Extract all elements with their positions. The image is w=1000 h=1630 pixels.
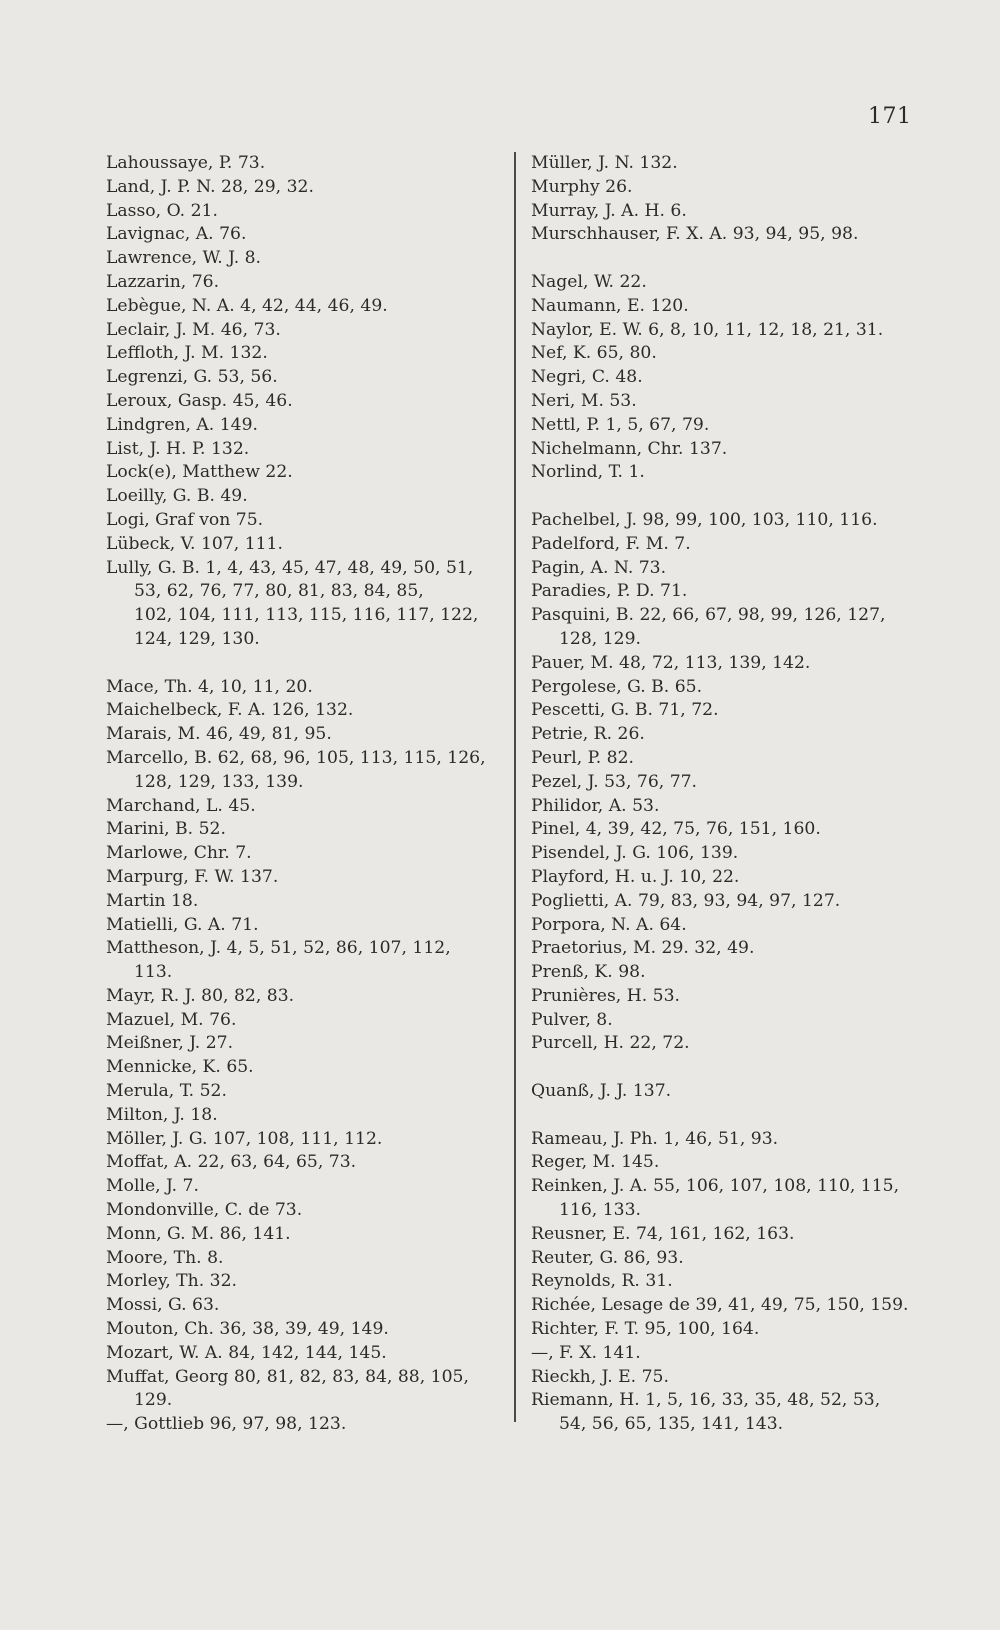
index-entry-text: Mouton, Ch. 36, 38, 39, 49, 149. [106,1319,389,1340]
index-entry [106,1413,501,1437]
index-entry-text: Pauer, M. 48, 72, 113, 139, 142. [531,652,811,673]
index-entry [106,366,501,390]
index-entry [106,1104,501,1128]
index-entry-continuation: 128, 129, 133, 139. [134,771,304,792]
index-entry [106,557,501,652]
index-entry-text: Moffat, A. 22, 63, 64, 65, 73. [106,1152,357,1173]
index-entry-text: Neri, M. 53. [531,390,637,411]
index-entry-text: Richter, F. T. 95, 100, 164. [531,1319,760,1340]
index-entry [531,366,926,390]
index-entry [531,557,926,581]
index-entry-text: Poglietti, A. 79, 83, 93, 94, 97, 127. [531,890,841,911]
index-entry [531,1318,926,1342]
index-entry-text: Pasquini, B. 22, 66, 67, 98, 99, 126, 127, [531,605,886,626]
index-entry-text: Murphy 26. [531,176,633,197]
index-entry [531,604,926,652]
index-entry [531,795,926,819]
index-entry-text: Peurl, P. 82. [531,747,635,768]
index-entry [531,890,926,914]
index-entry-text: Quanß, J. J. 137. [531,1081,672,1102]
index-entry-text: Pachelbel, J. 98, 99, 100, 103, 110, 116. [531,509,878,530]
index-entry [531,461,926,485]
index-entry [531,747,926,771]
index-entry-text: Pulver, 8. [531,1009,613,1030]
index-entry [531,699,926,723]
index-entry-text: Norlind, T. 1. [531,462,645,483]
index-entry-text: Rieckh, J. E. 75. [531,1366,669,1387]
column-divider [514,152,516,1422]
index-entry [106,176,501,200]
page-number: 171 [868,104,912,129]
index-entry [531,1009,926,1033]
index-entry-text: Müller, J. N. 132. [531,153,678,173]
index-entry [531,866,926,890]
index-entry [106,1366,501,1414]
index-entry [106,271,501,295]
index-entry-text: Pergolese, G. B. 65. [531,676,703,697]
index-entry-text: Leroux, Gasp. 45, 46. [106,390,293,411]
index-entry-text: Lawrence, W. J. 8. [106,248,262,269]
index-entry-text: Playford, H. u. J. 10, 22. [531,866,740,887]
index-entry-text: Mayr, R. J. 80, 82, 83. [106,985,295,1006]
index-entry-text: Philidor, A. 53. [531,795,660,816]
index-entry [106,1318,501,1342]
index-entry-text: Logi, Graf von 75. [106,509,264,530]
index-entry-text: Meißner, J. 27. [106,1033,234,1054]
index-entry-text: Praetorius, M. 29. 32, 49. [531,938,755,959]
index-entry [531,1128,926,1152]
index-entry-text: Marlowe, Chr. 7. [106,843,252,864]
index-entry-text: Maichelbeck, F. A. 126, 132. [106,700,354,721]
index-entry-text: Molle, J. 7. [106,1176,199,1197]
index-entry [106,747,501,795]
index-entry-continuation: 102, 104, 111, 113, 115, 116, 117, 122, [134,605,479,626]
index-entry [106,533,501,557]
index-entry-text: Matielli, G. A. 71. [106,914,259,935]
index-entry [531,842,926,866]
index-entry [106,985,501,1009]
index-entry [531,1032,926,1056]
index-entry [531,985,926,1009]
index-entry-continuation: 113. [134,962,173,983]
index-entry [531,771,926,795]
index-entry [106,414,501,438]
index-entry-text: Reger, M. 145. [531,1152,660,1173]
index-entry-text: Purcell, H. 22, 72. [531,1033,690,1054]
index-entry [106,461,501,485]
index-entry [531,271,926,295]
index-entry-continuation: 128, 129. [559,628,642,649]
index-entry-text: Mazuel, M. 76. [106,1009,237,1030]
index-entry-text: Prenß, K. 98. [531,962,646,983]
index-entry [531,152,926,176]
index-entry-text: Prunières, H. 53. [531,985,680,1006]
index-entry-continuation: 124, 129, 130. [134,628,260,649]
index-entry-text: Lebègue, N. A. 4, 42, 44, 46, 49. [106,295,388,316]
index-entry [106,1247,501,1271]
index-entry [106,295,501,319]
index-entry-text: Naumann, E. 120. [531,295,689,316]
index-entry [531,818,926,842]
index-entry-text: Mossi, G. 63. [106,1295,220,1316]
index-entry-text: List, J. H. P. 132. [106,438,250,459]
index-entry [531,438,926,462]
index-entry [106,937,501,985]
index-entry [531,223,926,247]
index-entry-text: Mozart, W. A. 84, 142, 144, 145. [106,1342,387,1363]
index-entry-text: Reuter, G. 86, 93. [531,1247,684,1268]
index-entry [106,1151,501,1175]
index-entry-text: —, F. X. 141. [531,1342,641,1363]
index-entry-text: Lahoussaye, P. 73. [106,153,266,173]
index-entry-text: Reinken, J. A. 55, 106, 107, 108, 110, 115, [531,1176,900,1197]
index-entry [106,1294,501,1318]
index-entry [106,319,501,343]
index-entry [106,699,501,723]
index-entry-text: Mondonville, C. de 73. [106,1200,303,1221]
index-entry [106,914,501,938]
index-entry [531,1366,926,1390]
index-entry-text: Pezel, J. 53, 76, 77. [531,771,698,792]
index-entry [531,652,926,676]
index-entry-text: Mennicke, K. 65. [106,1057,254,1078]
index-entry-text: Padelford, F. M. 7. [531,533,691,554]
index-entry [106,1056,501,1080]
index-entry [106,1199,501,1223]
index-entry [106,509,501,533]
index-entry [106,795,501,819]
index-entry-text: Nettl, P. 1, 5, 67, 79. [531,414,710,435]
index-entry [531,580,926,604]
index-entry-text: Marcello, B. 62, 68, 96, 105, 113, 115, 126, [106,747,486,768]
index-entry-text: —, Gottlieb 96, 97, 98, 123. [106,1414,347,1435]
index-entry [106,152,501,176]
index-entry [531,1389,926,1437]
index-entry [106,438,501,462]
index-entry [106,485,501,509]
index-entry [106,223,501,247]
index-entry [106,676,501,700]
index-entry [531,1223,926,1247]
index-entry [531,1294,926,1318]
index-entry [531,1247,926,1271]
index-entry-text: Nichelmann, Chr. 137. [531,438,728,459]
index-entry-text: Lasso, O. 21. [106,200,218,221]
index-entry [531,1151,926,1175]
index-entry-text: Loeilly, G. B. 49. [106,486,248,507]
index-entry [106,723,501,747]
index-entry-continuation: 116, 133. [559,1200,642,1221]
index-entry [106,247,501,271]
index-entry [531,937,926,961]
index-entry [531,390,926,414]
index-entry [531,723,926,747]
index-entry [531,509,926,533]
index-entry-text: Marais, M. 46, 49, 81, 95. [106,724,332,745]
index-entry [531,1175,926,1223]
index-entry [531,533,926,557]
index-entry-text: Lazzarin, 76. [106,271,220,292]
index-entry-text: Pisendel, J. G. 106, 139. [531,843,739,864]
index-entry-text: Möller, J. G. 107, 108, 111, 112. [106,1128,383,1149]
index-entry [106,1223,501,1247]
index-entry-text: Land, J. P. N. 28, 29, 32. [106,176,314,197]
index-entry-continuation: 53, 62, 76, 77, 80, 81, 83, 84, 85, [134,581,424,602]
index-entry-text: Murschhauser, F. X. A. 93, 94, 95, 98. [531,224,859,245]
index-entry-text: Morley, Th. 32. [106,1271,237,1292]
index-entry-text: Nef, K. 65, 80. [531,343,657,364]
index-entry [531,342,926,366]
index-entry-text: Marpurg, F. W. 137. [106,866,279,887]
index-entry-text: Martin 18. [106,890,199,911]
index-entry-text: Pagin, A. N. 73. [531,557,667,578]
index-entry-text: Murray, J. A. H. 6. [531,200,687,221]
index-entry-text: Milton, J. 18. [106,1104,218,1125]
index-entry [106,200,501,224]
index-entry-text: Riemann, H. 1, 5, 16, 33, 35, 48, 52, 53, [531,1390,881,1411]
index-entry-text: Reynolds, R. 31. [531,1271,673,1292]
index-entry [106,818,501,842]
index-entry [106,1128,501,1152]
index-entry-text: Lully, G. B. 1, 4, 43, 45, 47, 48, 49, 50, 51, [106,557,474,578]
index-entry-continuation: 129. [134,1390,173,1411]
index-entry [531,676,926,700]
index-entry-text: Paradies, P. D. 71. [531,581,688,602]
index-entry [531,961,926,985]
index-entry-text: Porpora, N. A. 64. [531,914,687,935]
index-entry-text: Leclair, J. M. 46, 73. [106,319,281,340]
index-entry [531,176,926,200]
index-entry-text: Richée, Lesage de 39, 41, 49, 75, 150, 159. [531,1295,909,1316]
index-entry-text: Reusner, E. 74, 161, 162, 163. [531,1223,795,1244]
index-entry-text: Mace, Th. 4, 10, 11, 20. [106,676,313,697]
index-entry [106,890,501,914]
index-entry [531,1270,926,1294]
index-entry [106,1342,501,1366]
index-entry [531,1080,926,1104]
index-entry [106,1175,501,1199]
index-entry-text: Petrie, R. 26. [531,724,645,745]
index-entry [531,295,926,319]
index-column-right [531,152,926,1437]
index-entry-text: Pescetti, G. B. 71, 72. [531,700,719,721]
index-entry [531,1342,926,1366]
index-entry [531,414,926,438]
index-entry-text: Muffat, Georg 80, 81, 82, 83, 84, 88, 105, [106,1366,469,1387]
index-entry-text: Legrenzi, G. 53, 56. [106,367,278,388]
index-entry [531,200,926,224]
index-entry-text: Monn, G. M. 86, 141. [106,1223,291,1244]
index-entry-text: Leffloth, J. M. 132. [106,343,268,364]
index-entry-text: Marini, B. 52. [106,819,226,840]
index-entry-text: Marchand, L. 45. [106,795,256,816]
index-entry-text: Negri, C. 48. [531,367,643,388]
index-entry [106,342,501,366]
index-entry [106,1080,501,1104]
index-entry-text: Moore, Th. 8. [106,1247,224,1268]
index-entry-text: Merula, T. 52. [106,1081,227,1102]
index-entry [106,1009,501,1033]
index-entry-text: Pinel, 4, 39, 42, 75, 76, 151, 160. [531,819,821,840]
index-entry-text: Lübeck, V. 107, 111. [106,533,283,554]
index-entry [106,1032,501,1056]
index-entry [531,914,926,938]
index-entry [106,390,501,414]
index-entry [106,1270,501,1294]
index-entry-text: Lindgren, A. 149. [106,414,258,435]
index-entry [106,842,501,866]
index-entry-text: Nagel, W. 22. [531,271,647,292]
index-entry-text: Lock(e), Matthew 22. [106,462,293,483]
index-entry-text: Mattheson, J. 4, 5, 51, 52, 86, 107, 112, [106,938,451,959]
index-entry-continuation: 54, 56, 65, 135, 141, 143. [559,1414,784,1435]
index-entry-text: Rameau, J. Ph. 1, 46, 51, 93. [531,1128,779,1149]
index-entry [106,866,501,890]
index-entry-text: Lavignac, A. 76. [106,224,247,245]
index-column-left [106,152,501,1437]
index-entry [531,319,926,343]
index-entry-text: Naylor, E. W. 6, 8, 10, 11, 12, 18, 21, 31. [531,319,884,340]
